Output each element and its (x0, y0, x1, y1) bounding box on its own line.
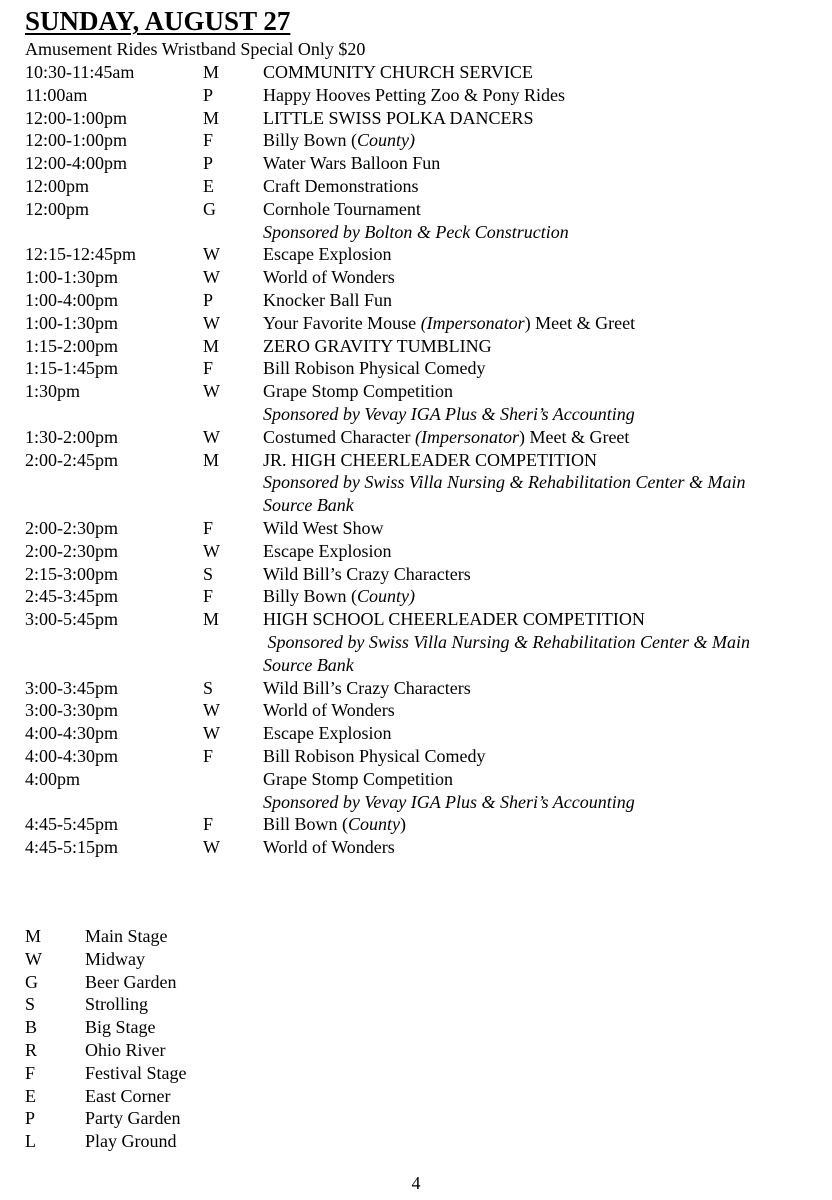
event-time: 3:00-5:45pm (25, 609, 118, 630)
event-time: 1:00-1:30pm (25, 267, 118, 288)
legend-code: E (25, 1085, 36, 1106)
event-location-code: F (203, 745, 214, 766)
event-text: Your Favorite Mouse (263, 312, 421, 333)
event-name (263, 175, 808, 198)
schedule-row (0, 312, 832, 335)
legend-item (0, 948, 400, 971)
legend-item (0, 1130, 400, 1153)
event-text: COMMUNITY CHURCH SERVICE (263, 62, 533, 82)
schedule-row (0, 357, 832, 380)
event-name (263, 745, 808, 768)
wristband-special-note: Amusement Rides Wristband Special Only $20 (25, 39, 366, 59)
event-text: Wild Bill’s Crazy Characters (263, 677, 471, 698)
event-time: 2:15-3:00pm (25, 563, 118, 584)
event-name (263, 243, 808, 266)
schedule-row (0, 677, 832, 700)
schedule-row (0, 426, 832, 449)
event-time: 4:45-5:15pm (25, 837, 118, 858)
legend-code: F (25, 1062, 36, 1083)
event-text: JR. HIGH CHEERLEADER COMPETITION (263, 449, 597, 470)
event-name (263, 312, 808, 335)
sponsor-line (0, 654, 832, 677)
event-text: LITTLE SWISS POLKA DANCERS (263, 107, 534, 128)
event-text: Happy Hooves Petting Zoo & Pony Rides (263, 84, 565, 105)
event-location-code: W (203, 244, 220, 265)
schedule-row (0, 61, 832, 84)
sponsor-line (0, 471, 832, 494)
event-location-code: P (203, 153, 214, 174)
legend-code: R (25, 1039, 38, 1060)
legend-location-name: Ohio River (85, 1039, 166, 1060)
event-text: ZERO GRAVITY TUMBLING (263, 335, 492, 356)
event-location-code: F (203, 814, 214, 835)
legend-item (0, 1016, 400, 1039)
event-time: 4:00-4:30pm (25, 745, 118, 766)
legend-location-name: Midway (85, 948, 145, 969)
event-name (263, 152, 808, 175)
page-number: 4 (411, 1173, 421, 1193)
event-text: Craft Demonstrations (263, 175, 419, 196)
italic-text: County (348, 814, 401, 835)
schedule-row (0, 449, 832, 472)
sponsor-text (263, 791, 808, 814)
schedule-row (0, 768, 832, 791)
schedule-row (0, 335, 832, 358)
legend-item (0, 1085, 400, 1108)
italic-text: County) (357, 130, 416, 151)
event-location-code: M (203, 449, 220, 470)
legend-code: B (25, 1017, 38, 1038)
event-time: 2:00-2:30pm (25, 540, 118, 561)
italic-text: Sponsored by Swiss Villa Nursing & Rehabilitation Center & Main (263, 631, 750, 652)
event-location-code: E (203, 175, 214, 196)
event-text: Grape Stomp Competition (263, 768, 453, 789)
event-name (263, 449, 808, 472)
schedule-row (0, 745, 832, 768)
schedule-row (0, 107, 832, 130)
event-location-code: M (203, 107, 220, 128)
legend-location-name: Big Stage (85, 1017, 156, 1038)
event-time: 12:00-4:00pm (25, 153, 127, 174)
italic-text: Source Bank (263, 495, 354, 516)
event-text: Water Wars Balloon Fun (263, 153, 441, 174)
schedule-row (0, 836, 832, 859)
legend-code: W (25, 948, 42, 969)
legend-code: G (25, 971, 38, 992)
italic-text: County) (357, 586, 416, 607)
schedule-row (0, 152, 832, 175)
event-name (263, 813, 808, 836)
event-name (263, 266, 808, 289)
legend-item (0, 993, 400, 1016)
schedule-row (0, 699, 832, 722)
event-name (263, 768, 808, 791)
page-title: SUNDAY, AUGUST 27 (25, 6, 291, 36)
event-text: Billy Bown ( (263, 130, 358, 151)
italic-text: Sponsored by Bolton & Peck Construction (263, 221, 569, 242)
sponsor-text (263, 403, 808, 426)
event-name (263, 357, 808, 380)
schedule-row (0, 129, 832, 152)
event-time: 1:00-4:00pm (25, 289, 118, 310)
event-location-code: W (203, 381, 220, 402)
event-location-code: M (203, 335, 220, 356)
event-location-code: F (203, 586, 214, 607)
event-location-code: S (203, 563, 214, 584)
event-time: 2:45-3:45pm (25, 586, 118, 607)
event-name (263, 426, 808, 449)
event-name (263, 585, 808, 608)
event-text: World of Wonders (263, 700, 395, 721)
event-text: World of Wonders (263, 837, 395, 858)
event-text: Cornhole Tournament (263, 198, 421, 219)
event-name (263, 722, 808, 745)
event-name (263, 563, 808, 586)
event-name (263, 836, 808, 859)
event-location-code: F (203, 358, 214, 379)
event-location-code: W (203, 723, 220, 744)
legend-location-name: Play Ground (85, 1131, 177, 1152)
legend-item (0, 925, 400, 948)
sponsor-text (263, 631, 808, 654)
event-time: 2:00-2:30pm (25, 517, 118, 538)
event-name (263, 61, 808, 84)
event-time: 4:45-5:45pm (25, 814, 118, 835)
sponsor-line (0, 791, 832, 814)
event-name (263, 289, 808, 312)
legend-location-name: East Corner (85, 1085, 171, 1106)
location-legend (0, 925, 400, 1153)
event-text: Escape Explosion (263, 244, 392, 265)
event-time: 12:00-1:00pm (25, 107, 127, 128)
schedule-row (0, 540, 832, 563)
event-text: World of Wonders (263, 267, 395, 288)
event-name (263, 517, 808, 540)
schedule-row (0, 563, 832, 586)
italic-text: (Impersonator (420, 312, 525, 333)
event-time: 2:00-2:45pm (25, 449, 118, 470)
sponsor-text (263, 471, 808, 494)
event-text: Bill Robison Physical Comedy (263, 745, 486, 766)
schedule-row (0, 289, 832, 312)
event-time: 12:15-12:45pm (25, 244, 136, 265)
schedule-row (0, 84, 832, 107)
event-schedule (0, 61, 832, 859)
event-text: Bill Bown ( (263, 814, 349, 835)
event-name (263, 699, 808, 722)
event-location-code: M (203, 62, 220, 82)
event-name (263, 335, 808, 358)
event-location-code: F (203, 517, 214, 538)
schedule-row (0, 722, 832, 745)
event-location-code: W (203, 837, 220, 858)
legend-item (0, 1062, 400, 1085)
event-name (263, 129, 808, 152)
event-name (263, 107, 808, 130)
legend-location-name: Strolling (85, 994, 149, 1015)
italic-text: Sponsored by Vevay IGA Plus & Sheri’s Accounting (263, 403, 635, 424)
event-time: 12:00pm (25, 198, 90, 219)
event-time: 11:00am (25, 84, 88, 105)
sponsor-line (0, 221, 832, 244)
schedule-row (0, 243, 832, 266)
event-name (263, 198, 808, 221)
event-location-code: P (203, 84, 214, 105)
event-location-code: M (203, 609, 220, 630)
event-location-code: W (203, 540, 220, 561)
event-text: Escape Explosion (263, 540, 392, 561)
schedule-row (0, 175, 832, 198)
sponsor-text (263, 221, 808, 244)
italic-text: Sponsored by Swiss Villa Nursing & Rehabilitation Center & Main (263, 472, 746, 493)
event-text: Costumed Character (263, 426, 415, 447)
event-location-code: G (203, 198, 216, 219)
event-time: 1:30-2:00pm (25, 426, 118, 447)
event-text: Grape Stomp Competition (263, 381, 453, 402)
event-text: ) Meet & Greet (524, 312, 636, 333)
event-time: 4:00pm (25, 768, 81, 789)
event-text: HIGH SCHOOL CHEERLEADER COMPETITION (263, 609, 645, 630)
event-name (263, 84, 808, 107)
event-location-code: P (203, 289, 214, 310)
event-location-code: W (203, 700, 220, 721)
event-time: 3:00-3:30pm (25, 700, 118, 721)
event-name (263, 540, 808, 563)
event-location-code: S (203, 677, 214, 698)
event-time: 12:00-1:00pm (25, 130, 127, 151)
schedule-row (0, 813, 832, 836)
sponsor-text (263, 494, 808, 517)
event-time: 1:15-2:00pm (25, 335, 118, 356)
legend-item (0, 1039, 400, 1062)
sponsor-line (0, 494, 832, 517)
event-text: ) Meet & Greet (518, 426, 630, 447)
event-text: Bill Robison Physical Comedy (263, 358, 486, 379)
legend-location-name: Main Stage (85, 926, 168, 946)
event-location-code: W (203, 312, 220, 333)
event-name (263, 677, 808, 700)
event-time: 1:15-1:45pm (25, 358, 118, 379)
sponsor-line (0, 631, 832, 654)
sponsor-text (263, 654, 808, 677)
schedule-row (0, 585, 832, 608)
legend-code: S (25, 994, 36, 1015)
event-text: Wild Bill’s Crazy Characters (263, 563, 471, 584)
event-time: 1:30pm (25, 381, 81, 402)
legend-code: P (25, 1108, 36, 1129)
schedule-row (0, 517, 832, 540)
legend-location-name: Festival Stage (85, 1062, 187, 1083)
event-location-code: W (203, 267, 220, 288)
event-location-code: W (203, 426, 220, 447)
event-time: 10:30-11:45am (25, 62, 135, 82)
event-text: Wild West Show (263, 517, 384, 538)
schedule-row (0, 608, 832, 631)
event-text: Escape Explosion (263, 723, 392, 744)
schedule-row (0, 266, 832, 289)
italic-text: (Impersonator (414, 426, 519, 447)
legend-location-name: Beer Garden (85, 971, 177, 992)
schedule-row (0, 198, 832, 221)
legend-code: L (25, 1131, 36, 1152)
event-time: 4:00-4:30pm (25, 723, 118, 744)
legend-item (0, 971, 400, 994)
italic-text: Source Bank (263, 654, 354, 675)
legend-location-name: Party Garden (85, 1108, 181, 1129)
event-location-code: F (203, 130, 214, 151)
event-time: 3:00-3:45pm (25, 677, 118, 698)
event-text: Billy Bown ( (263, 586, 358, 607)
italic-text: Sponsored by Vevay IGA Plus & Sheri’s Accounting (263, 791, 635, 812)
event-time: 12:00pm (25, 175, 90, 196)
legend-item (0, 1107, 400, 1130)
event-text: Knocker Ball Fun (263, 289, 392, 310)
event-text: ) (400, 814, 407, 835)
sponsor-line (0, 403, 832, 426)
event-name (263, 380, 808, 403)
legend-code: M (25, 926, 42, 946)
schedule-row (0, 380, 832, 403)
event-name (263, 608, 808, 631)
event-time: 1:00-1:30pm (25, 312, 118, 333)
